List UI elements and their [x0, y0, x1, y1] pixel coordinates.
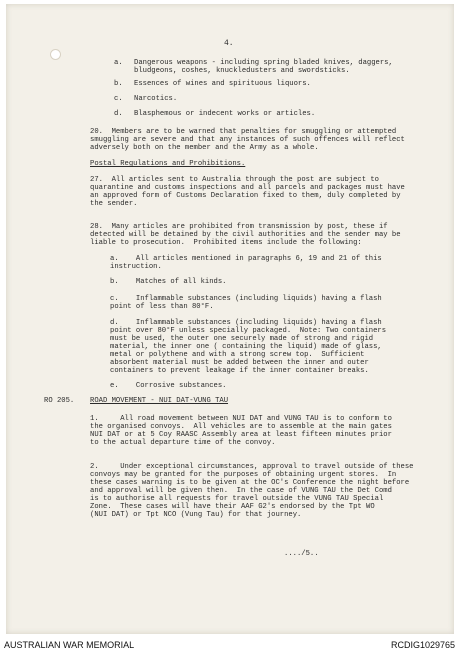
ro-para2-line4: and approval will be given then. In the case of VUNG TAU the Det Comd [90, 487, 392, 495]
ro-para2-line7: (NUI DAT) or Tpt NCO (Vung Tau) for that journey. [90, 511, 302, 519]
p28-item-d-line6: absorbent material must be added between the inner and outer [110, 359, 369, 367]
item-d-label: d. [114, 110, 123, 118]
p28-item-c-line2: point of less than 80°F. [110, 303, 214, 311]
ro-para2-line3: these cases warning is to be given at the OC's Conference the night before [90, 479, 410, 487]
punch-hole [50, 49, 61, 60]
item-b-label: b. [114, 80, 123, 88]
para20-line3: adversely both on the member and the Army as a whole. [90, 144, 319, 152]
p28-item-c-line1: c. Inflammable substances (including liquids) having a flash [110, 295, 382, 303]
ro-number: RO 205. [44, 397, 75, 405]
para27-line2: quarantine and customs inspections and all parcels and packages must have [90, 184, 405, 192]
p28-item-d-line1: d. Inflammable substances (including liquids) having a flash [110, 319, 382, 327]
archive-footer [0, 636, 461, 654]
item-a-line2: bludgeons, coshes, knuckledusters and swordsticks. [134, 67, 350, 75]
p28-item-a-line1: a. All articles mentioned in paragraphs 6, 19 and 21 of this [110, 255, 382, 263]
p28-item-b: b. Matches of all kinds. [110, 278, 227, 286]
para27-line1: 27. All articles sent to Australia through the post are subject to [90, 176, 379, 184]
heading-postal: Postal Regulations and Prohibitions. [90, 160, 246, 168]
continuation-marker: ..../5.. [284, 550, 319, 558]
p28-item-d-line2: point over 80°F unless specially packaged. Note: Two containers [110, 327, 387, 335]
ro-para2-line2: convoys may be granted for the purposes of obtaining urgent stores. In [90, 471, 397, 479]
item-a-label: a. [114, 59, 123, 67]
p28-item-d-line3: must be used, the outer one securely made of strong and rigid [110, 335, 374, 343]
p28-item-d-line5: metal or polythene and with a strong screw top. Sufficient [110, 351, 365, 359]
ro-para2-line5: is to authorise all requests for travel outside the VUNG TAU Special [90, 495, 384, 503]
item-d-text: Blasphemous or indecent works or articles. [134, 110, 316, 118]
p28-item-d-line4: material, the inner one ( containing the liquid) made of glass, [110, 343, 382, 351]
para27-line4: the sender. [90, 200, 138, 208]
footer-source: AUSTRALIAN WAR MEMORIAL [4, 640, 135, 650]
para20-line2: smuggling are severe and that any instances of such offences will reflect [90, 136, 405, 144]
item-a-line1: Dangerous weapons - including spring bladed knives, daggers, [134, 59, 393, 67]
item-c-text: Narcotics. [134, 95, 178, 103]
p28-item-e: e. Corrosive substances. [110, 382, 227, 390]
ro-para1-line2: the organised convoys. All vehicles are to assemble at the main gates [90, 423, 392, 431]
para27-line3: an approved form of Customs Declaration fixed to them, duly completed by [90, 192, 401, 200]
page-number: 4. [224, 39, 234, 48]
para28-line3: liable to prosecution. Prohibited items include the following: [90, 239, 362, 247]
p28-item-d-line7: containers to prevent leakage if the inner container breaks. [110, 367, 369, 375]
p28-item-a-line2: instruction. [110, 263, 162, 271]
item-b-text: Essences of wines and spirituous liquors. [134, 80, 311, 88]
ro-para1-line4: to the actual departure time of the convoy. [90, 439, 276, 447]
ro-para1-line1: 1. All road movement between NUI DAT and VUNG TAU is to conform to [90, 415, 392, 423]
item-c-label: c. [114, 95, 123, 103]
document-page [6, 4, 454, 634]
ro-para2-line1: 2. Under exceptional circumstances, approval to travel outside of these [90, 463, 414, 471]
para28-line2: detected will be detained by the civil authorities and the sender may be [90, 231, 401, 239]
para28-line1: 28. Many articles are prohibited from transmission by post, these if [90, 223, 388, 231]
footer-record-id: RCDIG1029765 [390, 640, 455, 650]
ro-para2-line6: Zone. These cases will have their AAF G2's endorsed by the Tpt WO [90, 503, 375, 511]
ro-heading: ROAD MOVEMENT - NUI DAT-VUNG TAU [90, 397, 229, 405]
para20-line1: 20. Members are to be warned that penalties for smuggling or attempted [90, 128, 397, 136]
ro-para1-line3: NUI DAT or at 5 Coy RAASC Assembly area at least fifteen minutes prior [90, 431, 392, 439]
